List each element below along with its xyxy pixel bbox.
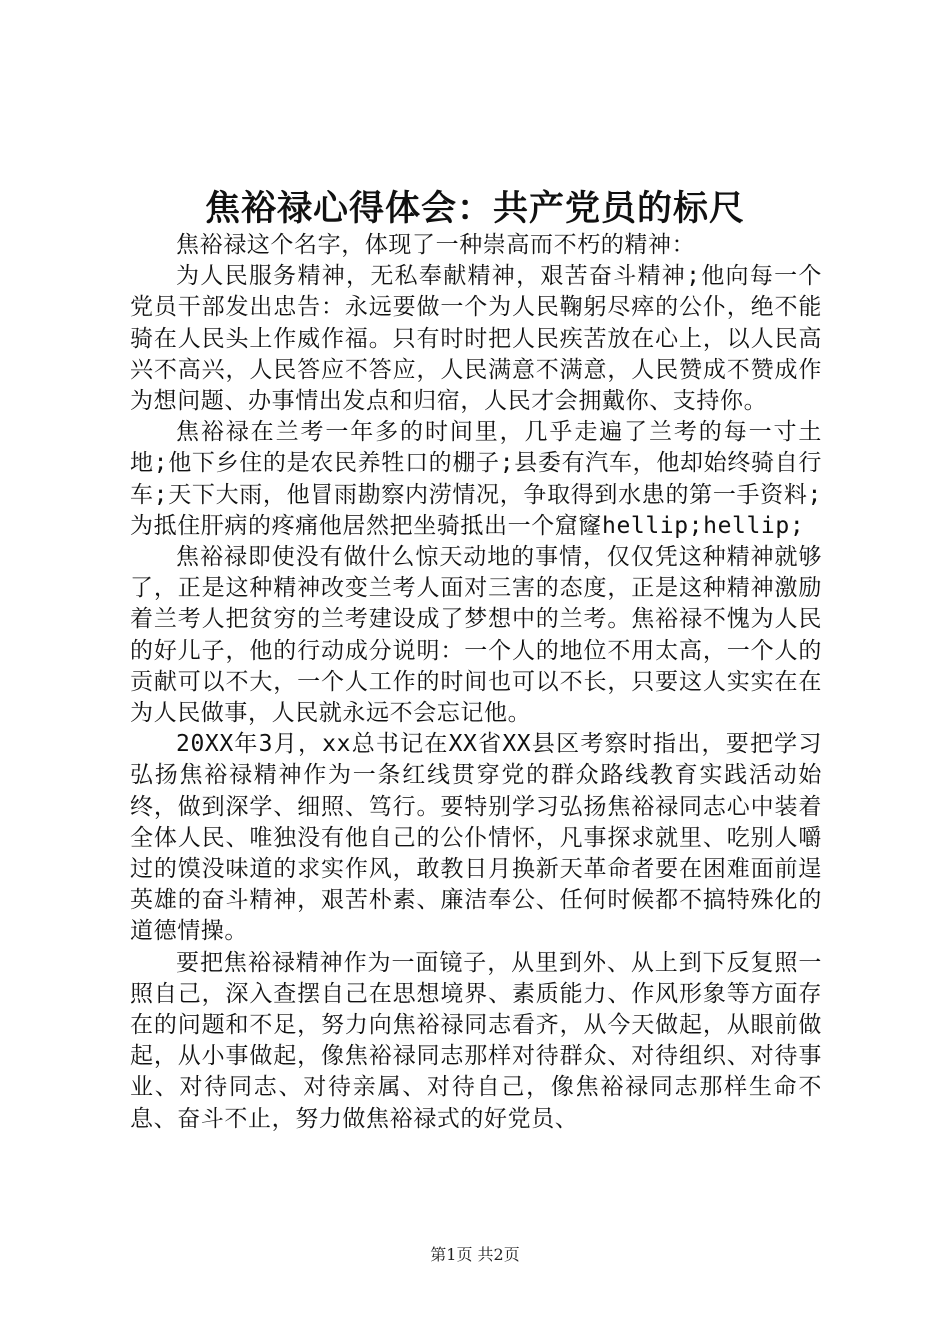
document-body: [130, 230, 822, 1135]
paragraph-lankao: 焦裕禄在兰考一年多的时间里，几乎走遍了兰考的每一寸土地;他下乡住的是农民养牲口的棚子;县委有汽车，他却始终骑自行车;天下大雨，他冒雨勘察内涝情况，争取得到水患的第一手资料;为抵住肝病的疼痛他居然把坐骑抵出一个窟窿hellip;hellip;: [130, 419, 822, 539]
paragraph-inspection: 20XX年3月，xx总书记在XX省XX县区考察时指出，要把学习弘扬焦裕禄精神作为一条红线贯穿党的群众路线教育实践活动始终，做到深学、细照、笃行。要特别学习弘扬焦裕禄同志心中装着全体人民、唯独没有他自己的公仆情怀，凡事探求就里、吃别人嚼过的馍没味道的求实作风，敢教日月换新天革命者要在困难面前逞英雄的奋斗精神，艰苦朴素、廉洁奉公、任何时候都不搞特殊化的道德情操。: [130, 731, 822, 945]
page-number-footer: 第1页 共2页: [430, 1245, 520, 1264]
paragraph-mirror: 要把焦裕禄精神作为一面镜子，从里到外、从上到下反复照一照自己，深入查摆自己在思想境界、素质能力、作风形象等方面存在的问题和不足，努力向焦裕禄同志看齐，从今天做起，从眼前做起，从小事做起，像焦裕禄同志那样对待群众、对待组织、对待事业、对待同志、对待亲属、对待自己，像焦裕禄同志那样生命不息、奋斗不止，努力做焦裕禄式的好党员、: [130, 949, 822, 1132]
document-title: 焦裕禄心得体会：共产党员的标尺: [204, 188, 745, 229]
paragraph-legacy: 焦裕禄即使没有做什么惊天动地的事情，仅仅凭这种精神就够了，正是这种精神改变兰考人面对三害的态度，正是这种精神激励着兰考人把贫穷的兰考建设成了梦想中的兰考。焦裕禄不愧为人民的好儿子，他的行动成分说明：一个人的地位不用太高，一个人的贡献可以不大，一个人工作的时间也可以不长，只要这人实实在在为人民做事，人民就永远不会忘记他。: [130, 544, 822, 727]
paragraph-spirit: 为人民服务精神，无私奉献精神，艰苦奋斗精神;他向每一个党员干部发出忠告：永远要做一个为人民鞠躬尽瘁的公仆，绝不能骑在人民头上作威作福。只有时时把人民疾苦放在心上，以人民高兴不高兴，人民答应不答应，人民满意不满意，人民赞成不赞成作为想问题、办事情出发点和归宿，人民才会拥戴你、支持你。: [130, 263, 822, 415]
paragraph-intro: 焦裕禄这个名字，体现了一种崇高而不朽的精神：: [176, 232, 696, 258]
